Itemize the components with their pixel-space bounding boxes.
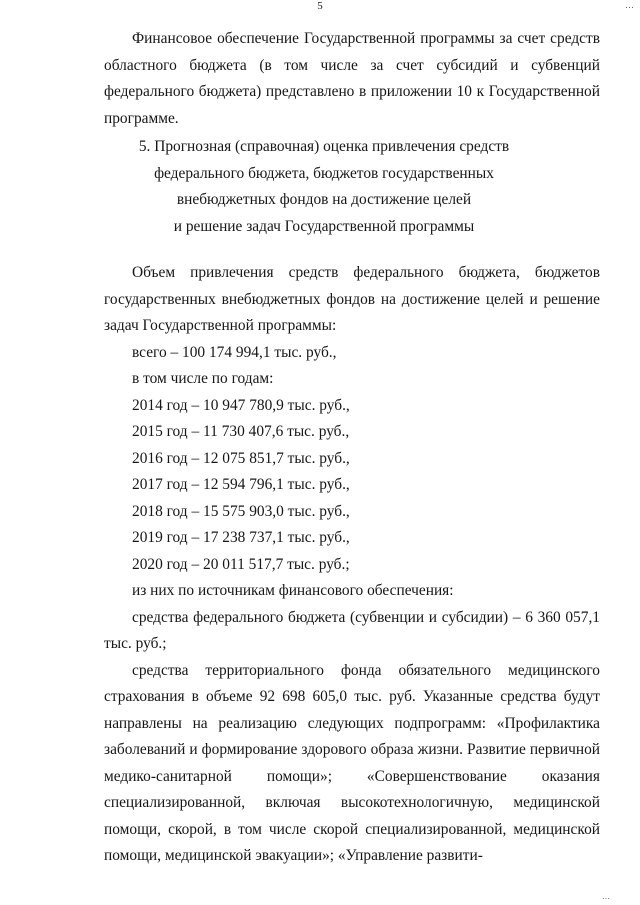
- heading-line-4: и решение задач Государственной программы: [173, 217, 475, 235]
- year-line: 2018 год – 15 575 903,0 тыс. руб.,: [132, 502, 350, 520]
- year-line: 2017 год – 12 594 796,1 тыс. руб.,: [132, 476, 350, 493]
- federal-funds-paragraph: средства федерального бюджета (субвенции и субсидии) – 6 360 057,1 тыс. руб.;: [104, 608, 600, 652]
- year-line: 2014 год – 10 947 780,9 тыс. руб.,: [132, 396, 350, 414]
- years-list: [104, 393, 600, 579]
- by-years-label: в том числе по годам:: [132, 370, 274, 387]
- corner-mark: …: [625, 0, 634, 10]
- year-line: 2015 год – 11 730 407,6 тыс. руб.,: [132, 423, 350, 440]
- year-line: 2019 год – 17 238 737,1 тыс. руб.,: [132, 529, 350, 546]
- sources-label: из них по источникам финансового обеспечения:: [132, 582, 454, 599]
- heading-line-3: внебюджетных фондов на достижение целей: [176, 191, 472, 208]
- spacer: [104, 240, 600, 260]
- year-line: 2020 год – 20 011 517,7 тыс. руб.;: [132, 555, 350, 573]
- page-number: 5: [317, 0, 323, 12]
- intro-paragraph: Финансовое обеспечение Государственной программы за счет средств областного бюджета (в том числе за счет субсидий и субвенций федерального бюджета) представлено в приложении 10 к Государственной программе.: [104, 30, 600, 127]
- total-line: всего – 100 174 994,1 тыс. руб.,: [132, 343, 337, 361]
- year-line: 2016 год – 12 075 851,7 тыс. руб.,: [132, 449, 350, 467]
- heading-line-1: 5. Прогнозная (справочная) оценка привлечения средств: [138, 138, 510, 155]
- territorial-fund-paragraph: средства территориального фонда обязательного медицинского страхования в объеме 92 698 605,0 тыс. руб. Указанные средства будут направлены на реализацию следующих подпрограмм: «Профилактика заболеваний и формирование здорового образа жизни. Развитие первичной медико-санитарной помощи»; «Совершенствование оказания специализированной, включая высокотехнологичную, медицинской помощи, скорой, в том числе скорой специализированной, медицинской помощи, медицинской эвакуации»; «Управление развити-: [104, 661, 600, 864]
- heading-line-2: федерального бюджета, бюджетов государственных: [154, 164, 494, 182]
- document-body: [104, 26, 600, 870]
- volume-paragraph: Объем привлечения средств федерального бюджета, бюджетов государственных внебюджетных фондов на достижение целей и решение задач Государственной программы:: [104, 264, 600, 334]
- footer-mark: …: [602, 892, 610, 901]
- section-heading: [104, 134, 600, 240]
